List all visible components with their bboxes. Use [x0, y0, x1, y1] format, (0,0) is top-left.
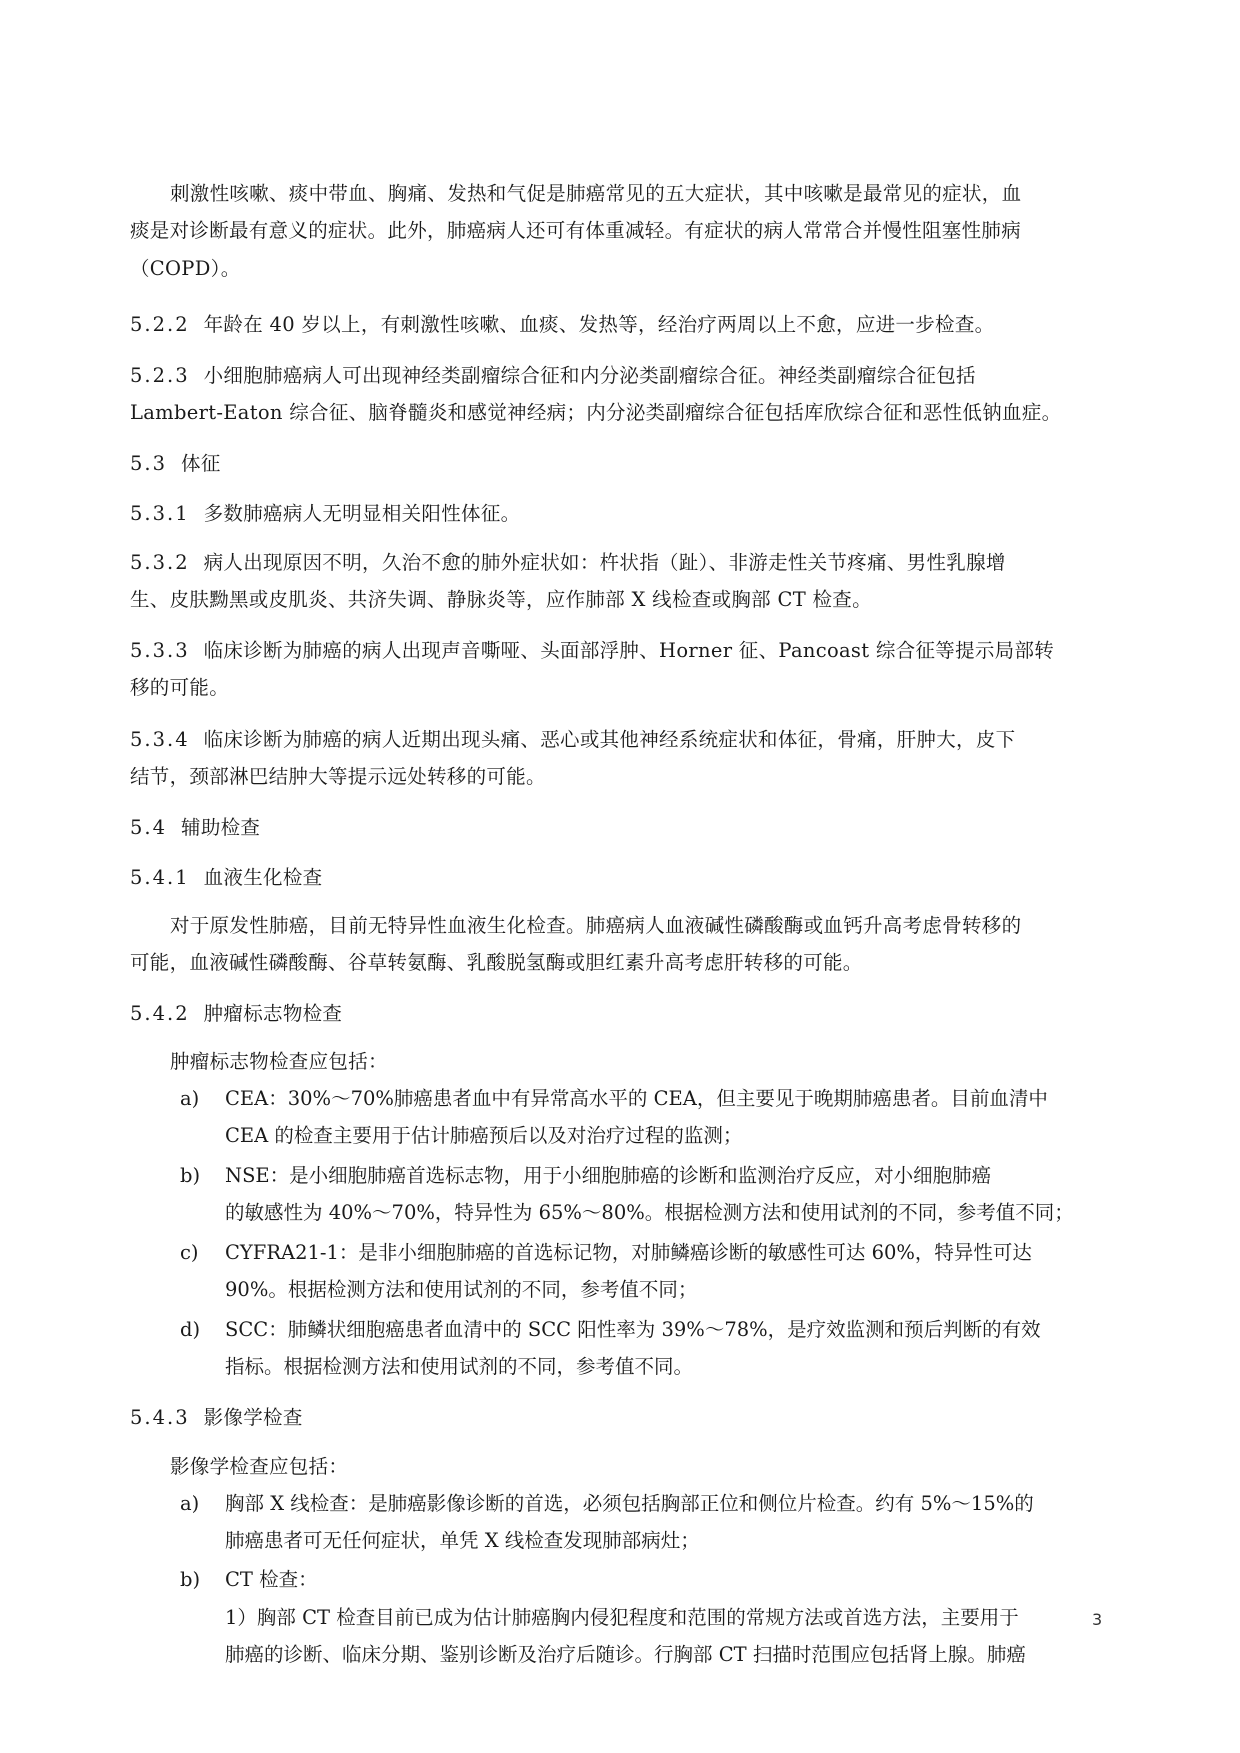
section-title: 体征 [181, 452, 221, 475]
section-number: 5.2.3 [130, 364, 190, 387]
section-5-2-3-line-2: Lambert-Eaton 综合征、脑脊髓炎和感觉神经病；内分泌类副瘤综合征包括库欣综合征和恶性低钠血症。 [130, 401, 1062, 424]
list-text: CYFRA21-1：是非小细胞肺癌的首选标记物，对肺鳞癌诊断的敏感性可达 60%，特异性可达 [225, 1241, 1032, 1264]
section-number: 5.4 [130, 816, 168, 839]
sub-item-text: 肺癌的诊断、临床分期、鉴别诊断及治疗后随诊。行胸部 CT 扫描时范围应包括肾上腺。肺癌 [225, 1643, 1026, 1666]
list-marker: c) [180, 1241, 199, 1264]
intro-line-3: （COPD）。 [130, 257, 241, 280]
section-text: 病人出现原因不明，久治不愈的肺外症状如：杵状指（趾）、非游走性关节疼痛、男性乳腺增 [203, 551, 1006, 574]
section-number: 5.4.2 [130, 1002, 190, 1025]
list-text: 90%。根据检测方法和使用试剂的不同，参考值不同； [225, 1278, 698, 1301]
section-number: 5.2.2 [130, 313, 190, 336]
list-text: NSE：是小细胞肺癌首选标志物，用于小细胞肺癌的诊断和监测治疗反应，对小细胞肺癌 [225, 1164, 992, 1187]
section-5-4-1-line-2: 可能，血液碱性磷酸酶、谷草转氨酶、乳酸脱氢酶或胆红素升高考虑肝转移的可能。 [130, 951, 863, 974]
section-5-4-heading [130, 810, 1115, 846]
section-5-3-3-line-2: 移的可能。 [130, 676, 230, 699]
list-text: CEA：30%～70%肺癌患者血中有异常高水平的 CEA，但主要见于晚期肺癌患者。目前血清中 [225, 1087, 1048, 1110]
section-number: 5.4.3 [130, 1406, 190, 1429]
section-5-3-2 [130, 545, 1115, 581]
list-text: SCC：肺鳞状细胞癌患者血清中的 SCC 阳性率为 39%～78%，是疗效监测和预后判断的有效 [225, 1318, 1041, 1341]
section-number: 5.3.3 [130, 639, 190, 662]
sub-item-text: 1）胸部 CT 检查目前已成为估计肺癌胸内侵犯程度和范围的常规方法或首选方法，主要用于 [225, 1606, 1019, 1629]
list-marker: a) [180, 1087, 200, 1110]
section-5-3-2-line-2: 生、皮肤黝黑或皮肌炎、共济失调、静脉炎等，应作肺部 X 线检查或胸部 CT 检查。 [130, 588, 872, 611]
list-text: 的敏感性为 40%～70%，特异性为 65%～80%。根据检测方法和使用试剂的不同，参考值不同； [225, 1201, 1074, 1224]
page-number: 3 [1092, 1610, 1103, 1629]
section-5-4-3-heading [130, 1400, 1115, 1436]
section-5-3-3 [130, 633, 1115, 669]
section-text: 临床诊断为肺癌的病人近期出现头痛、恶心或其他神经系统症状和体征，骨痛，肝肿大，皮下 [203, 728, 1016, 751]
section-5-4-3-intro: 影像学检查应包括： [170, 1455, 349, 1478]
list-text: CT 检查： [225, 1568, 318, 1591]
list-marker: d) [180, 1318, 201, 1341]
section-number: 5.3.2 [130, 551, 190, 574]
section-5-3-1 [130, 496, 1115, 532]
section-5-3-heading [130, 446, 1115, 482]
section-number: 5.3.1 [130, 502, 190, 525]
section-5-4-1-heading [130, 860, 1115, 896]
section-title: 辅助检查 [181, 816, 261, 839]
section-title: 血液生化检查 [203, 866, 323, 889]
section-text: 临床诊断为肺癌的病人出现声音嘶哑、头面部浮肿、Horner 征、Pancoast 综合征等提示局部转 [203, 639, 1055, 662]
section-number: 5.3 [130, 452, 168, 475]
list-marker: b) [180, 1164, 201, 1187]
section-5-2-2 [130, 307, 1115, 343]
section-title: 肿瘤标志物检查 [203, 1002, 343, 1025]
intro-line-2: 痰是对诊断最有意义的症状。此外，肺癌病人还可有体重减轻。有症状的病人常常合并慢性阻塞性肺病 [130, 219, 1022, 242]
intro-line-1: 刺激性咳嗽、痰中带血、胸痛、发热和气促是肺癌常见的五大症状，其中咳嗽是最常见的症状，血 [170, 182, 1022, 205]
section-5-3-4-line-2: 结节，颈部淋巴结肿大等提示远处转移的可能。 [130, 765, 546, 788]
list-marker: b) [180, 1568, 201, 1591]
section-text: 多数肺癌病人无明显相关阳性体征。 [203, 502, 521, 525]
section-text: 小细胞肺癌病人可出现神经类副瘤综合征和内分泌类副瘤综合征。神经类副瘤综合征包括 [203, 364, 976, 387]
section-5-4-2-intro: 肿瘤标志物检查应包括： [170, 1050, 388, 1073]
list-marker: a) [180, 1492, 200, 1515]
section-5-2-3 [130, 358, 1115, 394]
section-5-4-1-line-1: 对于原发性肺癌，目前无特异性血液生化检查。肺癌病人血液碱性磷酸酶或血钙升高考虑骨转移的 [170, 914, 1022, 937]
section-5-3-4 [130, 722, 1115, 758]
section-5-4-2-heading [130, 996, 1115, 1032]
list-text: 肺癌患者可无任何症状，单凭 X 线检查发现肺部病灶； [225, 1529, 700, 1552]
section-title: 影像学检查 [203, 1406, 303, 1429]
section-number: 5.4.1 [130, 866, 190, 889]
list-text: 指标。根据检测方法和使用试剂的不同，参考值不同。 [225, 1355, 694, 1378]
section-text: 年龄在 40 岁以上，有刺激性咳嗽、血痰、发热等，经治疗两周以上不愈，应进一步检查。 [203, 313, 995, 336]
section-number: 5.3.4 [130, 728, 190, 751]
list-text: CEA 的检查主要用于估计肺癌预后以及对治疗过程的监测； [225, 1124, 743, 1147]
list-text: 胸部 X 线检查：是肺癌影像诊断的首选，必须包括胸部正位和侧位片检查。约有 5%～15%的 [225, 1492, 1034, 1515]
